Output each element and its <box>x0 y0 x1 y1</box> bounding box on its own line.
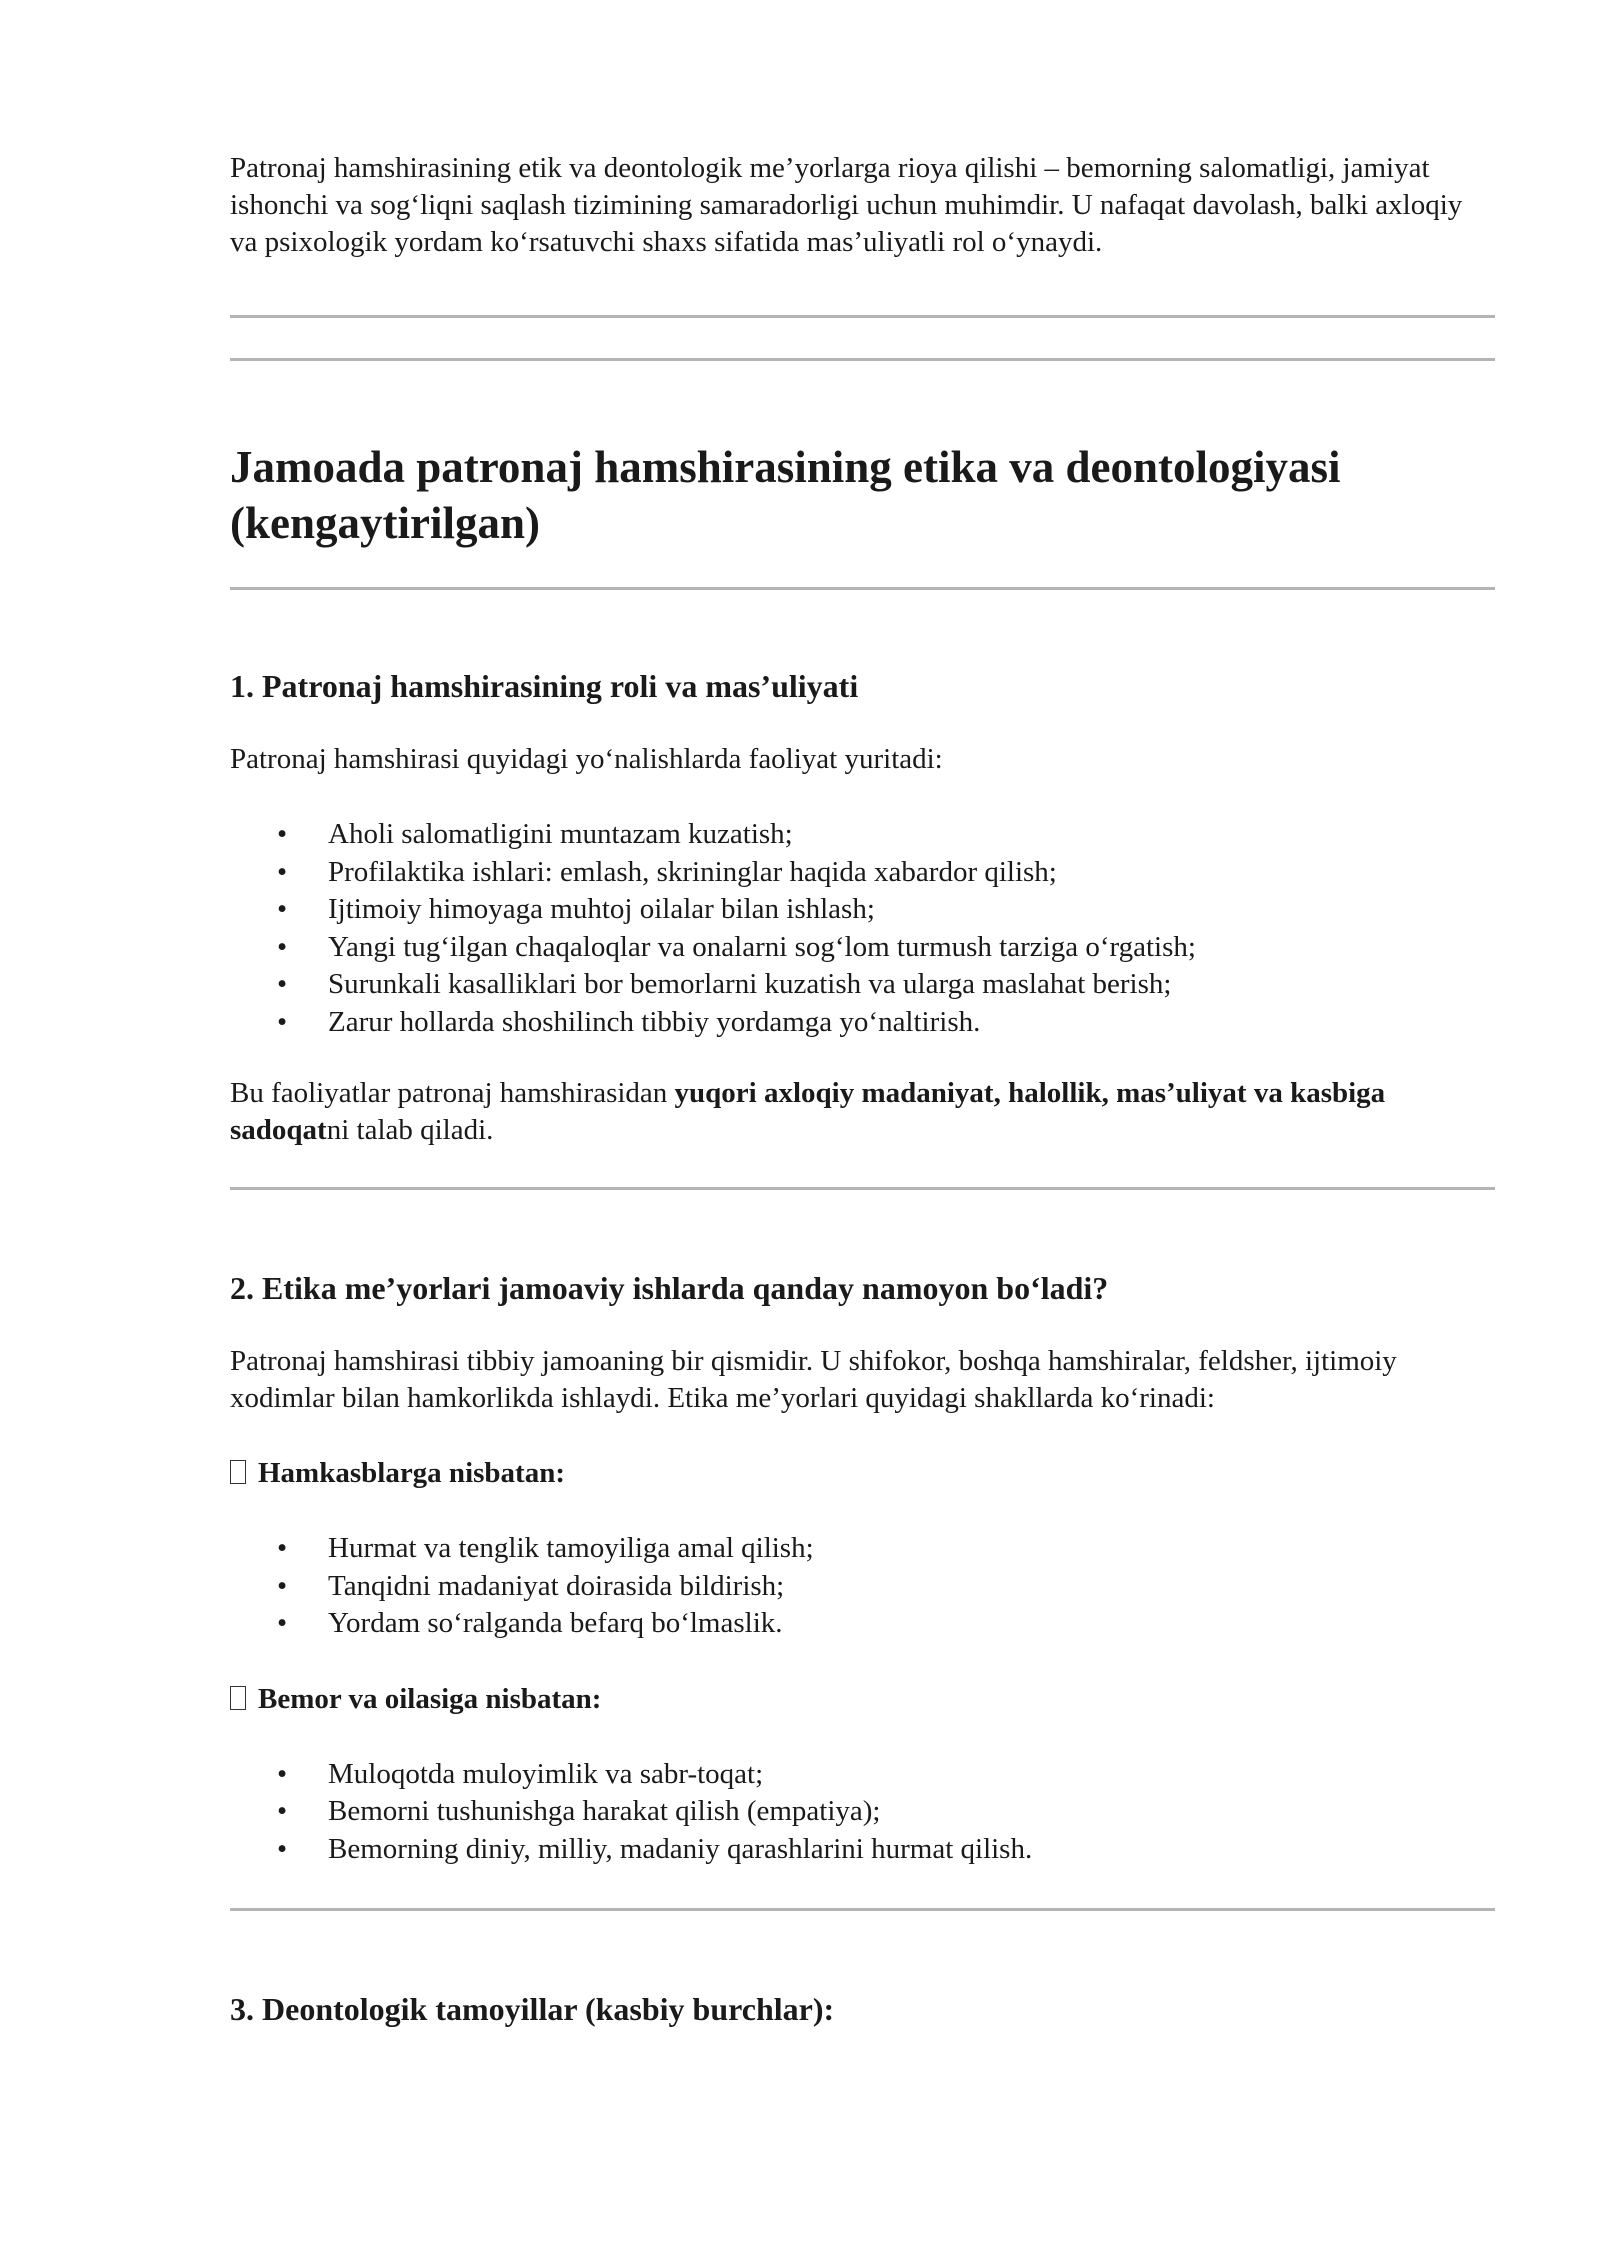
missing-glyph-icon <box>230 1460 246 1484</box>
divider <box>230 1908 1495 1911</box>
section-1-lead: Patronaj hamshirasi quyidagi yo‘nalishlarda faoliyat yuritadi: <box>230 743 943 775</box>
list-item: • Yordam so‘ralganda befarq bo‘lmaslik. <box>230 1605 1495 1643</box>
group-1-list <box>230 1530 1495 1643</box>
group-2-title-text: Bemor va oilasiga nisbatan: <box>258 1682 602 1715</box>
list-item: • Aholi salomatligini muntazam kuzatish; <box>230 816 1495 854</box>
list-item: • Hurmat va tenglik tamoyiliga amal qilish; <box>230 1530 1495 1568</box>
group-2-title <box>230 1681 1495 1718</box>
closing-text-end: ni talab qiladi. <box>326 1114 494 1146</box>
section-1-heading: 1. Patronaj hamshirasining roli va mas’uliyati <box>230 668 859 704</box>
document-title: Jamoada patronaj hamshirasining etika va deontologiyasi (kengaytirilgan) <box>230 442 1341 548</box>
missing-glyph-icon <box>230 1686 246 1710</box>
divider <box>230 1187 1495 1190</box>
list-item: • Surunkali kasalliklari bor bemorlarni kuzatish va ularga maslahat berish; <box>230 966 1495 1004</box>
list-item: • Muloqotda muloyimlik va sabr-toqat; <box>230 1756 1495 1794</box>
section-1-list <box>230 816 1495 1041</box>
divider <box>230 587 1495 590</box>
list-item: • Bemorning diniy, milliy, madaniy qarashlarini hurmat qilish. <box>230 1831 1495 1869</box>
list-item: • Bemorni tushunishga harakat qilish (empatiya); <box>230 1793 1495 1831</box>
list-item: • Ijtimoiy himoyaga muhtoj oilalar bilan ishlash; <box>230 891 1495 929</box>
closing-text-emphasis: yuqori axloqiy madaniyat, halollik, mas’uliyat va kasbiga sadoqat <box>230 1077 1386 1146</box>
list-item: • Profilaktika ishlari: emlash, skrininglar haqida xabardor qilish; <box>230 854 1495 892</box>
section-2-lead: Patronaj hamshirasi tibbiy jamoaning bir qismidir. U shifokor, boshqa hamshiralar, feldsher, ijtimoiy xodimlar bilan hamkorlikda ishlaydi. Etika me’yorlari quyidagi shakllarda ko‘rinadi: <box>230 1345 1397 1414</box>
list-item: • Zarur hollarda shoshilinch tibbiy yordamga yo‘naltirish. <box>230 1004 1495 1042</box>
section-2-heading: 2. Etika me’yorlari jamoaviy ishlarda qanday namoyon bo‘ladi? <box>230 1270 1109 1306</box>
section-3-heading: 3. Deontologik tamoyillar (kasbiy burchlar): <box>230 1991 835 2027</box>
intro-paragraph: Patronaj hamshirasining etik va deontologik me’yorlarga rioya qilishi – bemorning salomatligi, jamiyat ishonchi va sog‘liqni saqlash tizimining samaradorligi uchun muhimdir. U nafaqat davolash, balki axloqiy va psixologik yordam ko‘rsatuvchi shaxs sifatida mas’uliyatli rol o‘ynaydi. <box>230 152 1463 258</box>
section-1-closing <box>230 1075 1495 1149</box>
group-2-list <box>230 1756 1495 1869</box>
closing-text-start: Bu faoliyatlar patronaj hamshirasidan <box>230 1077 675 1109</box>
divider <box>230 315 1495 318</box>
list-item: • Yangi tug‘ilgan chaqaloqlar va onalarni sog‘lom turmush tarziga o‘rgatish; <box>230 929 1495 967</box>
list-item: • Tanqidni madaniyat doirasida bildirish; <box>230 1568 1495 1606</box>
group-1-title <box>230 1455 1495 1492</box>
document-page <box>230 150 1495 2029</box>
group-1-title-text: Hamkasblarga nisbatan: <box>258 1457 565 1489</box>
divider <box>230 358 1495 361</box>
